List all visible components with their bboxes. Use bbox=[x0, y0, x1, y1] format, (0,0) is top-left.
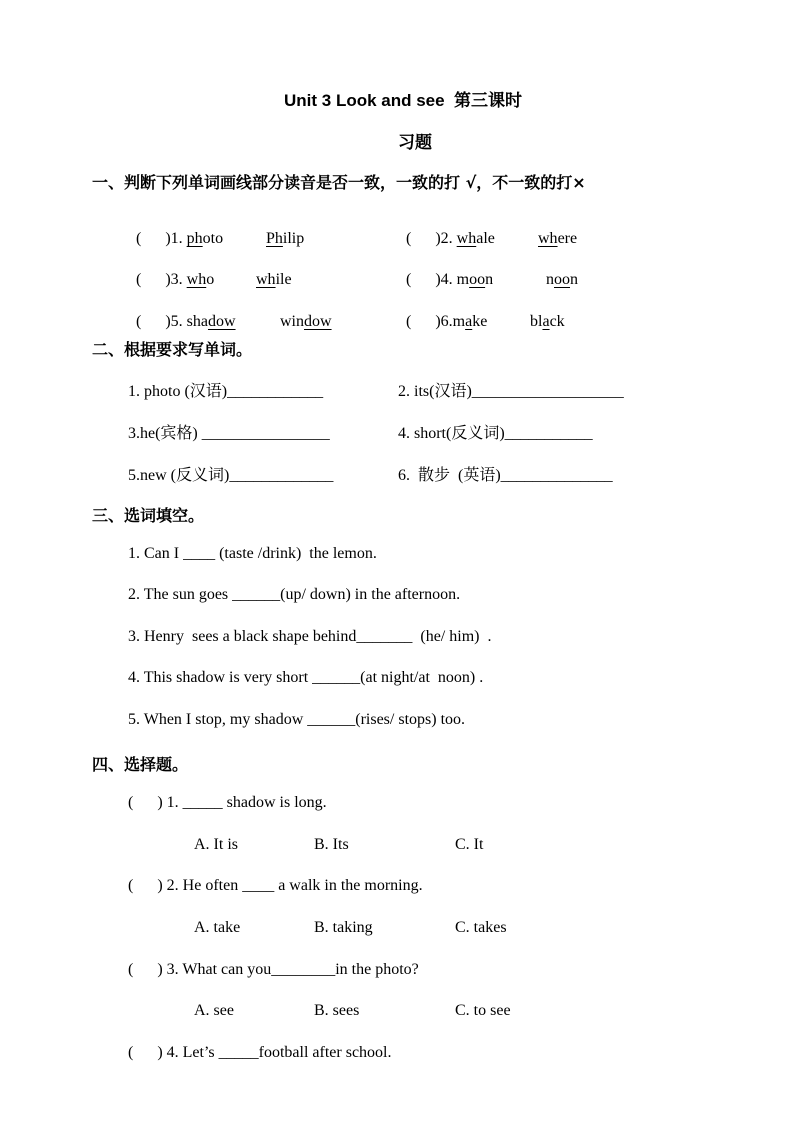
s1-item-4-word2-underline: oo bbox=[554, 271, 570, 288]
s1-item-5-prefix: ( )5. bbox=[136, 313, 187, 330]
s1-item-2-word2-post: ere bbox=[557, 230, 578, 247]
s1-item-4-word1-pre: m bbox=[456, 271, 470, 288]
s2-item-5: 5.new (反义词)_____________ bbox=[128, 467, 334, 484]
s2-item-4: 4. short(反义词)___________ bbox=[398, 425, 593, 442]
s1-item-6 bbox=[398, 295, 487, 331]
page-title: Unit 3 Look and see 第三课时 bbox=[284, 91, 523, 110]
s4-q3-option-a: A. see bbox=[194, 1002, 234, 1019]
s1-item-1-word1-post: oto bbox=[202, 230, 224, 247]
s1-item-2-prefix: ( )2. bbox=[406, 230, 457, 247]
s4-q3-option-c: C. to see bbox=[455, 1002, 511, 1019]
s4-question-4: ( ) 4. Let’s _____football after school. bbox=[128, 1044, 392, 1061]
s4-q2-option-c: C. takes bbox=[455, 919, 507, 936]
s2-item-6: 6. 散步 (英语)______________ bbox=[398, 467, 613, 484]
s1-item-5 bbox=[128, 295, 236, 331]
s3-item-2: 2. The sun goes ______(up/ down) in the afternoon. bbox=[128, 586, 461, 603]
s1-item-4-prefix: ( )4. bbox=[406, 271, 457, 288]
s1-item-5-word2 bbox=[272, 295, 332, 331]
s1-item-3-word2-underline: wh bbox=[256, 271, 276, 288]
s1-item-4-word2 bbox=[538, 253, 578, 289]
s1-item-6-word1-pre: m bbox=[452, 313, 466, 330]
s1-item-3 bbox=[128, 253, 214, 289]
s1-item-3-word2 bbox=[248, 253, 292, 289]
s3-item-1: 1. Can I ____ (taste /drink) the lemon. bbox=[128, 545, 377, 562]
s1-item-3-word2-post: ile bbox=[275, 271, 292, 288]
s4-q2-option-a: A. take bbox=[194, 919, 241, 936]
s1-item-5-word1-underline: dow bbox=[207, 313, 236, 330]
s3-item-5: 5. When I stop, my shadow ______(rises/ stops) too. bbox=[128, 711, 466, 728]
s1-item-6-word1-underline: a bbox=[465, 313, 473, 330]
page-subtitle: 习题 bbox=[398, 133, 432, 152]
s1-item-6-word1-post: ke bbox=[472, 313, 488, 330]
s1-item-5-word2-underline: dow bbox=[304, 313, 332, 330]
s1-item-4 bbox=[398, 253, 493, 289]
s1-item-2-word1-post: ale bbox=[476, 230, 495, 247]
s1-item-6-word2 bbox=[522, 295, 565, 331]
s1-item-6-prefix: ( )6. bbox=[406, 313, 453, 330]
s1-item-5-word1-pre: sha bbox=[186, 313, 208, 330]
s2-item-2: 2. its(汉语)___________________ bbox=[398, 383, 624, 400]
s4-q1-option-a: A. It is bbox=[194, 836, 238, 853]
s1-item-3-word1-underline: wh bbox=[186, 271, 207, 288]
s1-item-2-word1-underline: wh bbox=[456, 230, 477, 247]
s1-item-2 bbox=[398, 212, 495, 248]
s1-item-5-word2-pre: win bbox=[280, 313, 304, 330]
s4-question-3: ( ) 3. What can you________in the photo? bbox=[128, 961, 419, 978]
s1-item-1 bbox=[128, 212, 223, 248]
section2-heading: 二、根据要求写单词。 bbox=[92, 340, 253, 359]
s1-item-6-word2-pre: bl bbox=[530, 313, 543, 330]
s3-item-4: 4. This shadow is very short ______(at night/at noon) . bbox=[128, 669, 484, 686]
section3-heading: 三、选词填空。 bbox=[92, 506, 205, 525]
s4-q3-option-b: B. sees bbox=[314, 1002, 360, 1019]
s1-item-1-word1-underline: ph bbox=[186, 230, 203, 247]
s1-item-3-word1-post: o bbox=[206, 271, 215, 288]
s1-item-6-word2-underline: a bbox=[542, 313, 550, 330]
s4-q1-option-c: C. It bbox=[455, 836, 484, 853]
s1-item-3-prefix: ( )3. bbox=[136, 271, 187, 288]
s1-item-1-word2-post: ilip bbox=[282, 230, 305, 247]
s1-item-4-word1-underline: oo bbox=[469, 271, 486, 288]
s4-question-1: ( ) 1. _____ shadow is long. bbox=[128, 794, 327, 811]
s1-item-4-word1-post: n bbox=[485, 271, 494, 288]
s1-item-4-word2-post: n bbox=[570, 271, 578, 288]
s2-item-3: 3.he(宾格) ________________ bbox=[128, 425, 330, 442]
s4-q1-option-b: B. Its bbox=[314, 836, 349, 853]
s4-q2-option-b: B. taking bbox=[314, 919, 373, 936]
s1-item-1-word2-underline: Ph bbox=[266, 230, 283, 247]
s1-item-2-word2-underline: wh bbox=[538, 230, 558, 247]
section4-heading: 四、选择题。 bbox=[92, 755, 189, 774]
s1-item-6-word2-post: ck bbox=[549, 313, 565, 330]
section1-heading: 一、判断下列单词画线部分读音是否一致，一致的打 √，不一致的打× bbox=[92, 173, 586, 192]
s1-item-2-word2 bbox=[530, 212, 577, 248]
s1-item-1-word2 bbox=[258, 212, 304, 248]
s1-item-1-prefix: ( )1. bbox=[136, 230, 187, 247]
s3-item-3: 3. Henry sees a black shape behind_______ (he/ him) . bbox=[128, 628, 492, 645]
s4-question-2: ( ) 2. He often ____ a walk in the morning. bbox=[128, 877, 423, 894]
s1-item-4-word2-pre: n bbox=[546, 271, 554, 288]
s2-item-1: 1. photo (汉语)____________ bbox=[128, 383, 324, 400]
